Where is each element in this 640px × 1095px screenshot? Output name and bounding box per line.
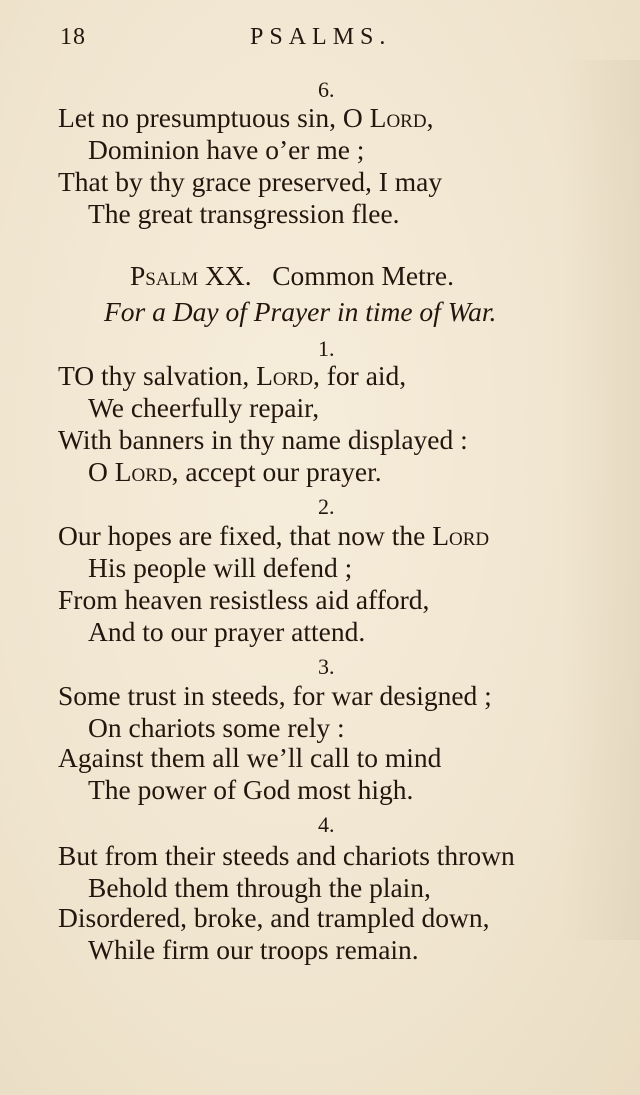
verse-line: With banners in thy name displayed : (58, 424, 468, 455)
psalm-title (130, 262, 454, 290)
verse-text: , accept our prayer. (171, 456, 382, 487)
verse-line: The power of God most high. (88, 774, 414, 805)
stanza-number: 6. (318, 77, 335, 102)
verse-line: His people will defend ; (88, 552, 353, 583)
page-number: 18 (60, 24, 86, 50)
verse-line: Against them all we’ll call to mind (58, 742, 442, 773)
verse-line (58, 522, 489, 550)
verse-text: Our hopes are fixed, that now the (58, 520, 433, 551)
verse-line (88, 458, 382, 486)
verse-line: From heaven resistless aid afford, (58, 584, 430, 615)
verse-text: Let no presumptuous sin, O (58, 102, 370, 133)
divine-name: Lord (369, 102, 427, 133)
verse-line (58, 104, 433, 132)
stanza-number: 1. (318, 336, 335, 361)
psalm-title-prefix: Psalm (130, 260, 199, 291)
psalm-subtitle: For a Day of Prayer in time of War. (104, 296, 497, 327)
verse-line: While firm our troops remain. (88, 934, 419, 965)
divine-name: Lord (114, 456, 172, 487)
divine-name: Lord (432, 520, 490, 551)
verse-line: But from their steeds and chariots thrown (58, 840, 515, 871)
verse-line: Behold them through the plain, (88, 872, 431, 903)
stanza-number: 3. (318, 654, 335, 679)
psalm-title-rest: XX. Common Metre. (198, 260, 454, 291)
page-header (60, 24, 420, 58)
verse-text: , (426, 102, 434, 133)
stanza-number: 2. (318, 494, 335, 519)
running-head: PSALMS. (250, 24, 392, 50)
verse-line: That by thy grace preserved, I may (58, 166, 443, 197)
verse-line: Some trust in steeds, for war designed ; (58, 680, 492, 711)
verse-text: , for aid, (313, 360, 407, 391)
divine-name: Lord (256, 360, 314, 391)
verse-line: We cheerfully repair, (88, 392, 320, 423)
verse-line (58, 362, 406, 390)
verse-line: Dominion have o’er me ; (88, 134, 365, 165)
verse-line: And to our prayer attend. (88, 616, 366, 647)
verse-line: The great transgression flee. (88, 198, 400, 229)
verse-line: On chariots some rely : (88, 712, 345, 743)
stanza-number: 4. (318, 812, 335, 837)
paper-bleed-through (560, 60, 640, 940)
verse-text: O (88, 456, 115, 487)
verse-line: Disordered, broke, and trampled down, (58, 902, 490, 933)
verse-text: TO thy salvation, (58, 360, 257, 391)
